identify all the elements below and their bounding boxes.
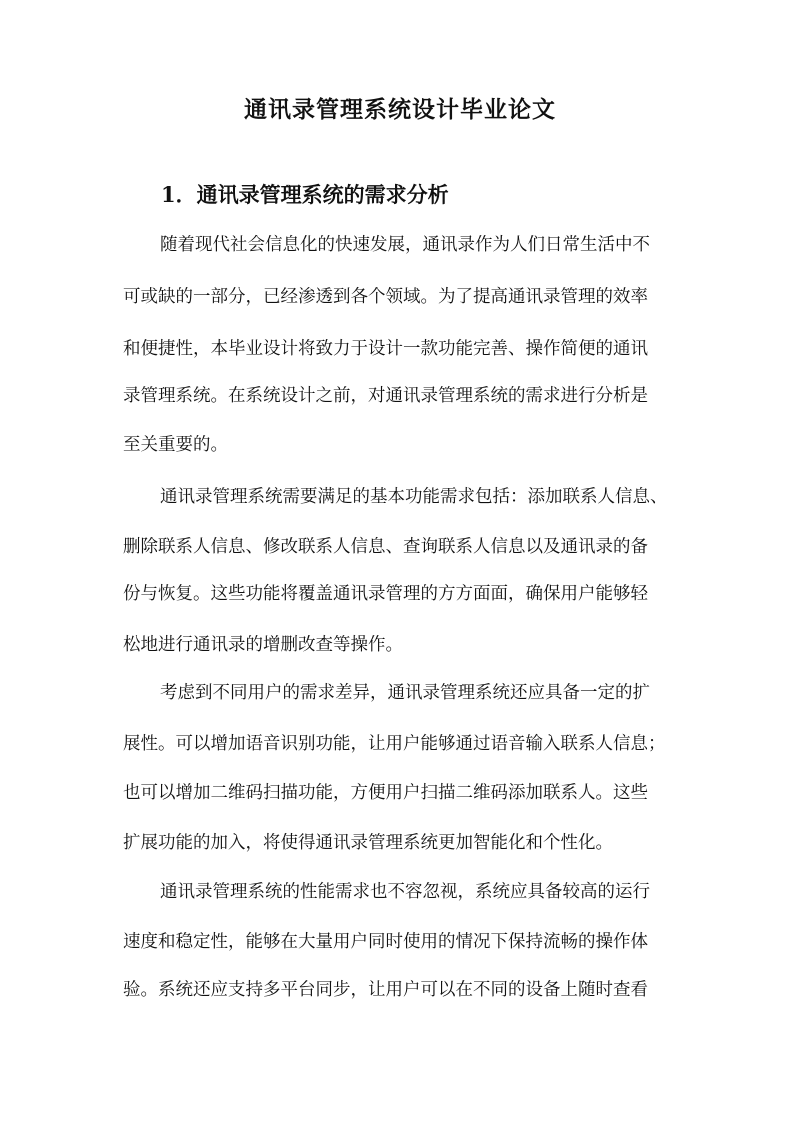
paragraph-1-line-2: 可或缺的一部分，已经渗透到各个领域。为了提高通讯录管理的效率	[123, 287, 648, 307]
paragraph-3-line-1: 考虑到不同用户的需求差异，通讯录管理系统还应具备一定的扩	[160, 683, 650, 703]
paragraph-3-line-3: 也可以增加二维码扫描功能，方便用户扫描二维码添加联系人。这些	[123, 783, 648, 803]
document-title: 通讯录管理系统设计毕业论文	[244, 96, 556, 123]
paragraph-2-line-2: 删除联系人信息、修改联系人信息、查询联系人信息以及通讯录的备	[123, 537, 648, 557]
paragraph-1-line-4: 录管理系统。在系统设计之前，对通讯录管理系统的需求进行分析是	[123, 386, 648, 406]
paragraph-1-line-5: 至关重要的。	[123, 435, 228, 455]
paragraph-3-line-4: 扩展功能的加入，将使得通讯录管理系统更加智能化和个性化。	[123, 833, 613, 853]
paragraph-4-line-1: 通讯录管理系统的性能需求也不容忽视，系统应具备较高的运行	[160, 882, 650, 902]
paragraph-4-line-2: 速度和稳定性，能够在大量用户同时使用的情况下保持流畅的操作体	[123, 932, 648, 952]
paragraph-3-line-2: 展性。可以增加语音识别功能，让用户能够通过语音输入联系人信息；	[123, 734, 666, 754]
paragraph-1-line-1: 随着现代社会信息化的快速发展，通讯录作为人们日常生活中不	[160, 235, 650, 255]
paragraph-1-line-3: 和便捷性，本毕业设计将致力于设计一款功能完善、操作简便的通讯	[123, 339, 648, 359]
section-heading: 1．通讯录管理系统的需求分析	[161, 182, 449, 207]
paragraph-2-line-4: 松地进行通讯录的增删改查等操作。	[123, 635, 403, 655]
paragraph-2-line-3: 份与恢复。这些功能将覆盖通讯录管理的方方面面，确保用户能够轻	[123, 584, 648, 604]
paragraph-4-line-3: 验。系统还应支持多平台同步，让用户可以在不同的设备上随时查看	[123, 980, 648, 1000]
paragraph-2-line-1: 通讯录管理系统需要满足的基本功能需求包括：添加联系人信息、	[160, 487, 668, 507]
